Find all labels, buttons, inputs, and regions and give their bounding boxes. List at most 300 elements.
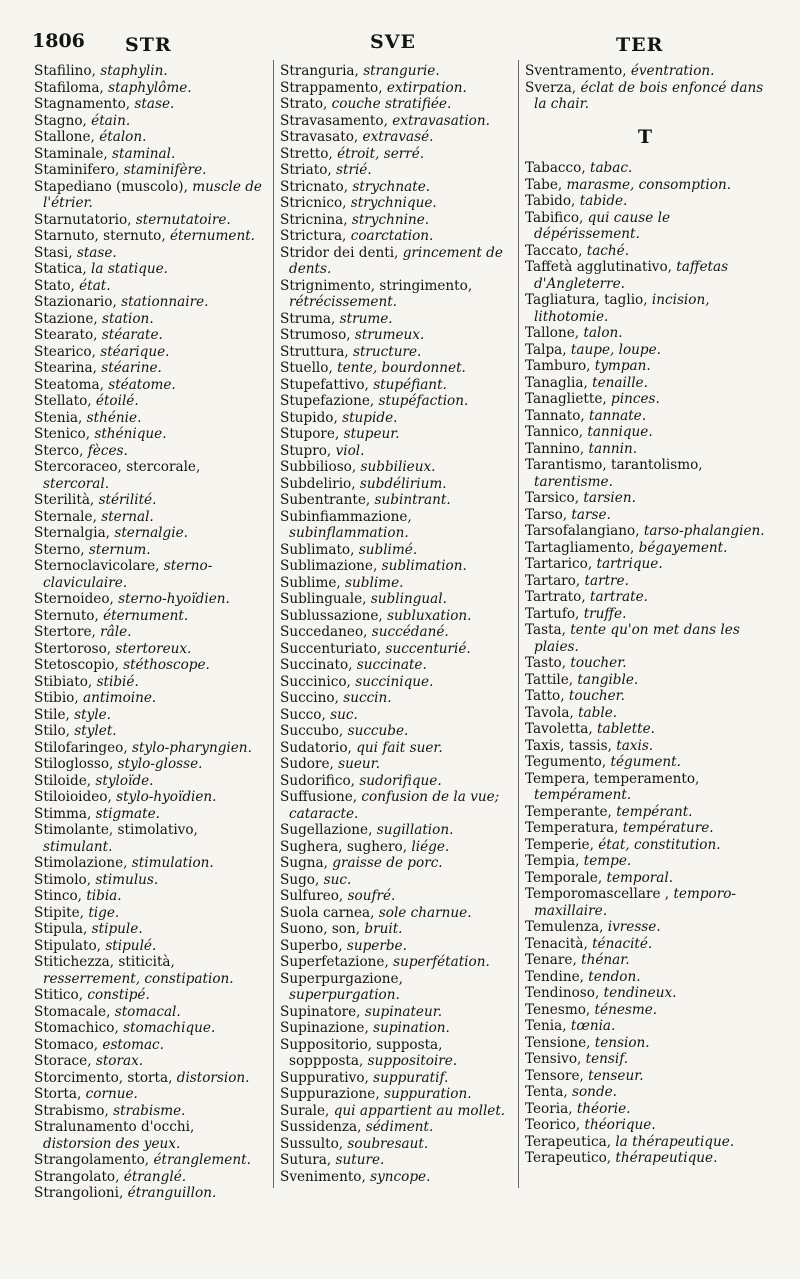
dictionary-entry — [280, 443, 512, 460]
dictionary-entry — [34, 245, 266, 262]
entry-headword: Succinico, — [280, 673, 351, 690]
dictionary-entry — [280, 1119, 512, 1136]
entry-headword: Stravasamento, — [280, 112, 388, 129]
entry-headword: Succubo, — [280, 723, 344, 739]
dictionary-entry — [525, 391, 765, 408]
entry-translation: supinateur. — [360, 1003, 443, 1020]
dictionary-entry — [525, 721, 765, 738]
entry-headword: Superbo, — [280, 937, 343, 954]
dictionary-entry — [280, 228, 512, 245]
entry-translation: succédané. — [367, 624, 449, 640]
dictionary-entry — [525, 342, 765, 359]
dictionary-entry — [280, 723, 512, 740]
dictionary-entry — [280, 674, 512, 691]
entry-translation: succinate. — [352, 657, 427, 673]
entry-headword: Stimolazione, — [34, 855, 128, 871]
entry-headword: Tasto, — [525, 655, 567, 671]
entry-translation: qui fait suer. — [351, 739, 443, 756]
dictionary-entry — [525, 177, 765, 194]
dictionary-entry — [525, 804, 765, 821]
entry-translation: graisse de porc. — [327, 855, 443, 871]
entry-translation: sternal. — [96, 508, 154, 525]
dictionary-entry — [34, 1119, 266, 1152]
entry-translation: tabac. — [585, 160, 633, 176]
entry-translation: stomachique. — [118, 1020, 216, 1036]
entry-translation: liége. — [407, 838, 450, 855]
dictionary-entry — [525, 870, 765, 887]
entry-headword: Stagnamento, — [34, 96, 131, 112]
entry-translation: staminifère. — [119, 162, 207, 178]
entry-headword: Stapediano (muscolo), — [34, 178, 188, 195]
dictionary-entry — [280, 1020, 512, 1037]
entry-headword: Stearina, — [34, 360, 97, 376]
dictionary-entry — [34, 525, 266, 542]
entry-translation: tige. — [84, 904, 120, 921]
entry-headword: Sternale, — [34, 508, 97, 525]
entry-headword: Tamburo, — [525, 358, 591, 374]
dictionary-entry — [525, 507, 765, 524]
entry-translation: style. — [69, 706, 111, 723]
dictionary-entry — [280, 558, 512, 575]
dictionary-entry — [34, 426, 266, 443]
dictionary-entry — [280, 426, 512, 443]
entry-headword: Stranguria, — [280, 63, 359, 79]
dictionary-entry — [34, 113, 266, 130]
dictionary-entry — [280, 492, 512, 509]
entry-headword: Tartarico, — [525, 556, 593, 572]
entry-headword: Storta, — [34, 1086, 82, 1102]
dictionary-entry — [525, 853, 765, 870]
entry-headword: Tensore, — [525, 1067, 584, 1084]
entry-translation: état. — [74, 277, 111, 294]
entry-translation: tœnia. — [566, 1018, 616, 1034]
entry-headword: Superpurgazione, — [280, 970, 403, 987]
entry-headword: Temperante, — [525, 803, 612, 820]
entry-headword: Sudatorio, — [280, 739, 352, 756]
entry-headword: Talpa, — [525, 341, 567, 358]
entry-headword: Superfetazione, — [280, 954, 389, 970]
entry-translation: structure. — [348, 343, 422, 360]
entry-headword: Tabe, — [525, 176, 563, 193]
entry-translation: thérapeutique. — [611, 1150, 718, 1166]
dictionary-entry — [525, 622, 765, 655]
entry-headword: Subentrante, — [280, 492, 371, 508]
dictionary-entry — [525, 936, 765, 953]
entry-translation: strume. — [335, 310, 393, 327]
entry-headword: Stetoscopio, — [34, 657, 119, 673]
column-3-entries — [525, 160, 765, 1167]
page-number: 1806 — [32, 30, 85, 52]
dictionary-entry — [525, 375, 765, 392]
entry-headword: Stertore, — [34, 624, 96, 640]
entry-headword: Strumoso, — [280, 327, 351, 343]
entry-headword: Stibio, — [34, 690, 79, 706]
entry-headword: Sussidenza, — [280, 1119, 362, 1135]
entry-translation: stylo-hyoïdien. — [111, 789, 217, 805]
dictionary-entry — [525, 160, 765, 177]
dictionary-entry — [34, 1020, 266, 1037]
entry-headword: Stupro, — [280, 442, 332, 459]
entry-headword: Sublussazione, — [280, 607, 383, 624]
entry-headword: Sventramento, — [525, 63, 627, 79]
dictionary-entry — [34, 393, 266, 410]
entry-translation: température. — [618, 820, 714, 836]
entry-headword: Tatto, — [525, 688, 565, 704]
entry-headword: Statica, — [34, 261, 87, 277]
dictionary-entry — [525, 837, 765, 854]
entry-headword: Sublime, — [280, 574, 341, 591]
entry-translation: succin. — [338, 690, 392, 706]
entry-translation: stéthoscope. — [118, 657, 210, 673]
dictionary-entry — [280, 971, 512, 1004]
entry-headword: Tavoletta, — [525, 721, 593, 737]
entry-headword: Taxis, tassis, — [525, 737, 612, 754]
entry-translation: tenaille. — [587, 374, 648, 391]
dictionary-entry — [34, 888, 266, 905]
entry-translation: strychnique. — [346, 195, 437, 211]
entry-headword: Teorico, — [525, 1117, 581, 1133]
entry-translation: staphylôme. — [103, 79, 192, 96]
entry-headword: Stilofaringeo, — [34, 739, 128, 756]
entry-headword: Suono, son, — [280, 921, 361, 937]
dictionary-entry — [280, 1070, 512, 1087]
dictionary-entry — [280, 690, 512, 707]
entry-headword: Stertoroso, — [34, 640, 112, 657]
dictionary-entry — [280, 327, 512, 344]
entry-headword: Stibiato, — [34, 673, 93, 690]
entry-translation: subdélirium. — [355, 475, 447, 492]
entry-headword: Stinco, — [34, 888, 82, 904]
entry-headword: Stearato, — [34, 327, 98, 343]
dictionary-entry — [280, 740, 512, 757]
dictionary-entry — [280, 311, 512, 328]
dictionary-entry — [280, 1103, 512, 1120]
entry-headword: Sternalgia, — [34, 525, 111, 541]
entry-translation: sthénique. — [90, 426, 167, 442]
dictionary-entry — [34, 360, 266, 377]
entry-headword: Succedaneo, — [280, 624, 368, 640]
entry-translation: étroit, serré. — [332, 145, 425, 162]
dictionary-entry — [34, 707, 266, 724]
entry-headword: Tannato, — [525, 407, 585, 424]
entry-translation: étranguillon. — [123, 1185, 217, 1201]
column-divider — [518, 60, 519, 1188]
entry-translation: suture. — [331, 1152, 385, 1168]
entry-translation: temporal. — [602, 869, 674, 886]
entry-headword: Stiloioideo, — [34, 789, 112, 805]
dictionary-entry — [280, 641, 512, 658]
entry-translation: incision, lithotomie. — [534, 292, 710, 325]
entry-headword: Tenesmo, — [525, 1001, 591, 1018]
dictionary-entry — [525, 457, 765, 490]
entry-headword: Tarantismo, tarantolismo, — [525, 457, 703, 473]
entry-translation: taupe, loupe. — [566, 341, 661, 358]
entry-translation: tarse. — [567, 506, 611, 523]
entry-headword: Strangolato, — [34, 1168, 120, 1185]
entry-headword: Storace, — [34, 1053, 92, 1069]
entry-headword: Storcimento, storta, — [34, 1069, 173, 1086]
dictionary-entry — [34, 558, 266, 591]
dictionary-entry — [525, 985, 765, 1002]
entry-translation: stercoral. — [43, 475, 110, 492]
dictionary-entry — [525, 523, 765, 540]
dictionary-entry — [525, 655, 765, 672]
entry-translation: suppuration. — [379, 1086, 472, 1102]
entry-translation: tablette. — [592, 721, 656, 737]
entry-headword: Tannino, — [525, 440, 585, 457]
entry-translation: viol. — [331, 442, 365, 459]
entry-headword: Stridor dei denti, — [280, 244, 399, 261]
entry-headword: Sugo, — [280, 871, 320, 888]
entry-translation: étranglé. — [119, 1168, 187, 1185]
entry-headword: Suffusione, — [280, 789, 358, 805]
entry-headword: Stomacale, — [34, 1003, 111, 1020]
entry-translation: sublime. — [340, 574, 404, 591]
entry-translation: strychnate. — [348, 178, 431, 195]
entry-headword: Tabido, — [525, 193, 576, 209]
entry-translation: stimulus. — [91, 871, 159, 888]
entry-translation: strangurie. — [358, 63, 440, 79]
dictionary-entry — [34, 344, 266, 361]
entry-translation: taché. — [582, 242, 630, 259]
dictionary-entry — [280, 839, 512, 856]
entry-headword: Stretto, — [280, 145, 333, 162]
entry-translation: sublimation. — [377, 558, 467, 574]
entry-translation: tartrique. — [592, 556, 663, 572]
dictionary-entry — [280, 509, 512, 542]
running-header-center: SVE — [370, 31, 416, 53]
dictionary-entry — [525, 738, 765, 755]
entry-translation: éternument. — [98, 607, 189, 624]
dictionary-entry — [525, 1035, 765, 1052]
dictionary-entry — [280, 822, 512, 839]
entry-headword: Terapeutica, — [525, 1133, 612, 1150]
dictionary-entry — [280, 162, 512, 179]
dictionary-entry — [525, 1002, 765, 1019]
entry-translation: stationnaire. — [116, 294, 209, 310]
entry-headword: Tavola, — [525, 704, 574, 721]
entry-headword: Stiloide, — [34, 772, 92, 789]
entry-translation: confusion de la vue; cataracte. — [289, 789, 500, 822]
entry-translation: staminal. — [107, 145, 176, 162]
section-letter: T — [637, 125, 653, 148]
entry-headword: Subbilioso, — [280, 459, 357, 475]
entry-translation: qui appartient au mollet. — [329, 1102, 506, 1119]
dictionary-entry — [525, 1084, 765, 1101]
entry-headword: Temperatura, — [525, 820, 619, 836]
entry-translation: stibié. — [92, 673, 139, 690]
dictionary-entry — [34, 294, 266, 311]
entry-translation: station. — [97, 310, 154, 327]
dictionary-entry — [525, 358, 765, 375]
dictionary-entry — [280, 707, 512, 724]
entry-headword: Tasta, — [525, 622, 566, 638]
entry-translation: antimoine. — [78, 690, 157, 706]
dictionary-entry — [525, 80, 765, 113]
entry-headword: Stallone, — [34, 129, 95, 145]
entry-translation: sugillation. — [372, 822, 454, 838]
dictionary-entry — [34, 690, 266, 707]
column-3 — [525, 63, 765, 1167]
dictionary-entry — [280, 476, 512, 493]
dictionary-entry — [34, 1086, 266, 1103]
dictionary-entry — [280, 344, 512, 361]
entry-headword: Sterilità, — [34, 492, 95, 508]
entry-translation: stupide. — [337, 409, 398, 426]
entry-translation: constipé. — [83, 987, 150, 1003]
entry-translation: théorie. — [572, 1100, 631, 1117]
entry-translation: tympan. — [590, 358, 651, 374]
entry-headword: Temporomascellare , — [525, 886, 670, 902]
dictionary-entry — [280, 212, 512, 229]
entry-translation: théorique. — [580, 1117, 656, 1133]
entry-translation: succinique. — [350, 673, 434, 690]
entry-translation: sole charnue. — [374, 904, 472, 921]
entry-translation: tartrate. — [585, 589, 648, 605]
dictionary-entry — [280, 938, 512, 955]
entry-headword: Sternoclavicolare, — [34, 558, 160, 574]
entry-translation: suc. — [325, 706, 358, 723]
entry-translation: succube. — [343, 723, 409, 739]
entry-translation: tannate. — [584, 407, 647, 424]
entry-headword: Sublinguale, — [280, 591, 367, 607]
entry-headword: Stuello, — [280, 360, 333, 376]
dictionary-entry — [525, 292, 765, 325]
dictionary-entry — [280, 855, 512, 872]
entry-headword: Tendinoso, — [525, 985, 600, 1001]
entry-translation: sternum. — [84, 541, 151, 558]
dictionary-entry — [34, 1152, 266, 1169]
entry-translation: sterno-hyoïdien. — [113, 591, 230, 607]
entry-translation: cornue. — [81, 1086, 138, 1102]
entry-translation: stomacal. — [110, 1003, 181, 1020]
entry-translation: syncope. — [365, 1168, 431, 1185]
entry-headword: Stitichezza, stiticità, — [34, 954, 175, 970]
dictionary-entry — [525, 672, 765, 689]
entry-translation: éclat de bois enfoncé dans la chair. — [534, 79, 764, 112]
entry-headword: Stellato, — [34, 393, 92, 409]
dictionary-entry — [34, 806, 266, 823]
entry-translation: estomac. — [98, 1036, 164, 1053]
dictionary-entry — [34, 674, 266, 691]
entry-headword: Stafiloma, — [34, 79, 104, 96]
dictionary-entry — [34, 443, 266, 460]
dictionary-entry — [280, 591, 512, 608]
dictionary-entry — [525, 952, 765, 969]
entry-translation: sternutatoire. — [131, 211, 231, 228]
entry-translation: sueur. — [333, 756, 381, 772]
entry-headword: Sternoideo, — [34, 591, 114, 607]
dictionary-entry — [280, 146, 512, 163]
dictionary-entry — [525, 193, 765, 210]
dictionary-entry — [525, 820, 765, 837]
entry-translation: fèces. — [83, 442, 128, 459]
dictionary-entry — [34, 327, 266, 344]
entry-headword: Stipulato, — [34, 937, 101, 954]
entry-headword: Tegumento, — [525, 754, 607, 770]
entry-translation: râle. — [95, 624, 132, 640]
dictionary-entry — [525, 325, 765, 342]
entry-headword: Temperie, — [525, 836, 594, 853]
entry-translation: superbe. — [342, 937, 407, 954]
entry-headword: Tannico, — [525, 424, 584, 440]
entry-translation: tégument. — [606, 754, 681, 770]
entry-translation: muscle de l'étrier. — [43, 178, 262, 211]
entry-translation: stérilité. — [94, 492, 157, 508]
dictionary-entry — [280, 1086, 512, 1103]
dictionary-entry — [280, 1169, 512, 1186]
entry-translation: tente, bourdonnet. — [332, 360, 466, 376]
entry-translation: rétrécissement. — [289, 294, 397, 310]
dictionary-entry — [280, 96, 512, 113]
dictionary-entry — [525, 589, 765, 606]
entry-headword: Stenia, — [34, 409, 83, 426]
entry-headword: Teoria, — [525, 1100, 573, 1117]
entry-headword: Tenacità, — [525, 935, 588, 952]
dictionary-entry — [34, 987, 266, 1004]
dictionary-entry — [34, 608, 266, 625]
dictionary-entry — [280, 773, 512, 790]
dictionary-entry — [34, 1004, 266, 1021]
dictionary-entry — [280, 608, 512, 625]
entry-translation: toucher. — [566, 655, 627, 671]
dictionary-entry — [525, 1101, 765, 1118]
entry-headword: Strangolioni, — [34, 1185, 124, 1201]
entry-headword: Tattile, — [525, 671, 574, 688]
entry-headword: Tagliatura, taglio, — [525, 292, 648, 308]
dictionary-entry — [34, 146, 266, 163]
entry-headword: Tanaglia, — [525, 374, 588, 391]
dictionary-entry — [525, 573, 765, 590]
entry-translation: taffetas d'Angleterre. — [534, 259, 729, 292]
entry-headword: Taffetà agglutinativo, — [525, 259, 672, 275]
entry-headword: Stralunamento d'occhi, — [34, 1119, 195, 1135]
dictionary-entry — [34, 212, 266, 229]
entry-translation: talon. — [579, 325, 623, 341]
entry-headword: Supinatore, — [280, 1003, 361, 1020]
entry-translation: la statique. — [86, 261, 169, 277]
entry-headword: Tensivo, — [525, 1051, 582, 1067]
dictionary-entry — [525, 210, 765, 243]
entry-translation: stase. — [130, 96, 175, 112]
entry-headword: Sublimato, — [280, 541, 355, 558]
dictionary-entry — [34, 855, 266, 872]
entry-headword: Sverza, — [525, 79, 577, 96]
column-3-top — [525, 63, 765, 113]
entry-translation: suc. — [319, 871, 352, 888]
dictionary-entry — [525, 1018, 765, 1035]
dictionary-entry — [34, 162, 266, 179]
entry-translation: sthénie. — [82, 409, 142, 426]
entry-translation: stipule. — [87, 921, 143, 937]
entry-headword: Stazionario, — [34, 294, 117, 310]
dictionary-entry — [34, 641, 266, 658]
entry-headword: Tartrato, — [525, 589, 586, 605]
dictionary-entry — [525, 243, 765, 260]
dictionary-entry — [280, 657, 512, 674]
entry-translation: coarctation. — [346, 228, 434, 244]
entry-translation: soubresaut. — [343, 1135, 429, 1152]
dictionary-entry — [280, 80, 512, 97]
entry-translation: sonde. — [567, 1084, 618, 1100]
entry-headword: Stercoraceo, stercorale, — [34, 459, 201, 475]
entry-headword: Stomaco, — [34, 1036, 99, 1053]
entry-headword: Tenia, — [525, 1018, 567, 1034]
running-header-left: STR — [125, 34, 172, 56]
entry-headword: Tenta, — [525, 1084, 568, 1100]
entry-headword: Stipite, — [34, 904, 85, 921]
entry-translation: qui cause le dépérissement. — [534, 209, 671, 242]
